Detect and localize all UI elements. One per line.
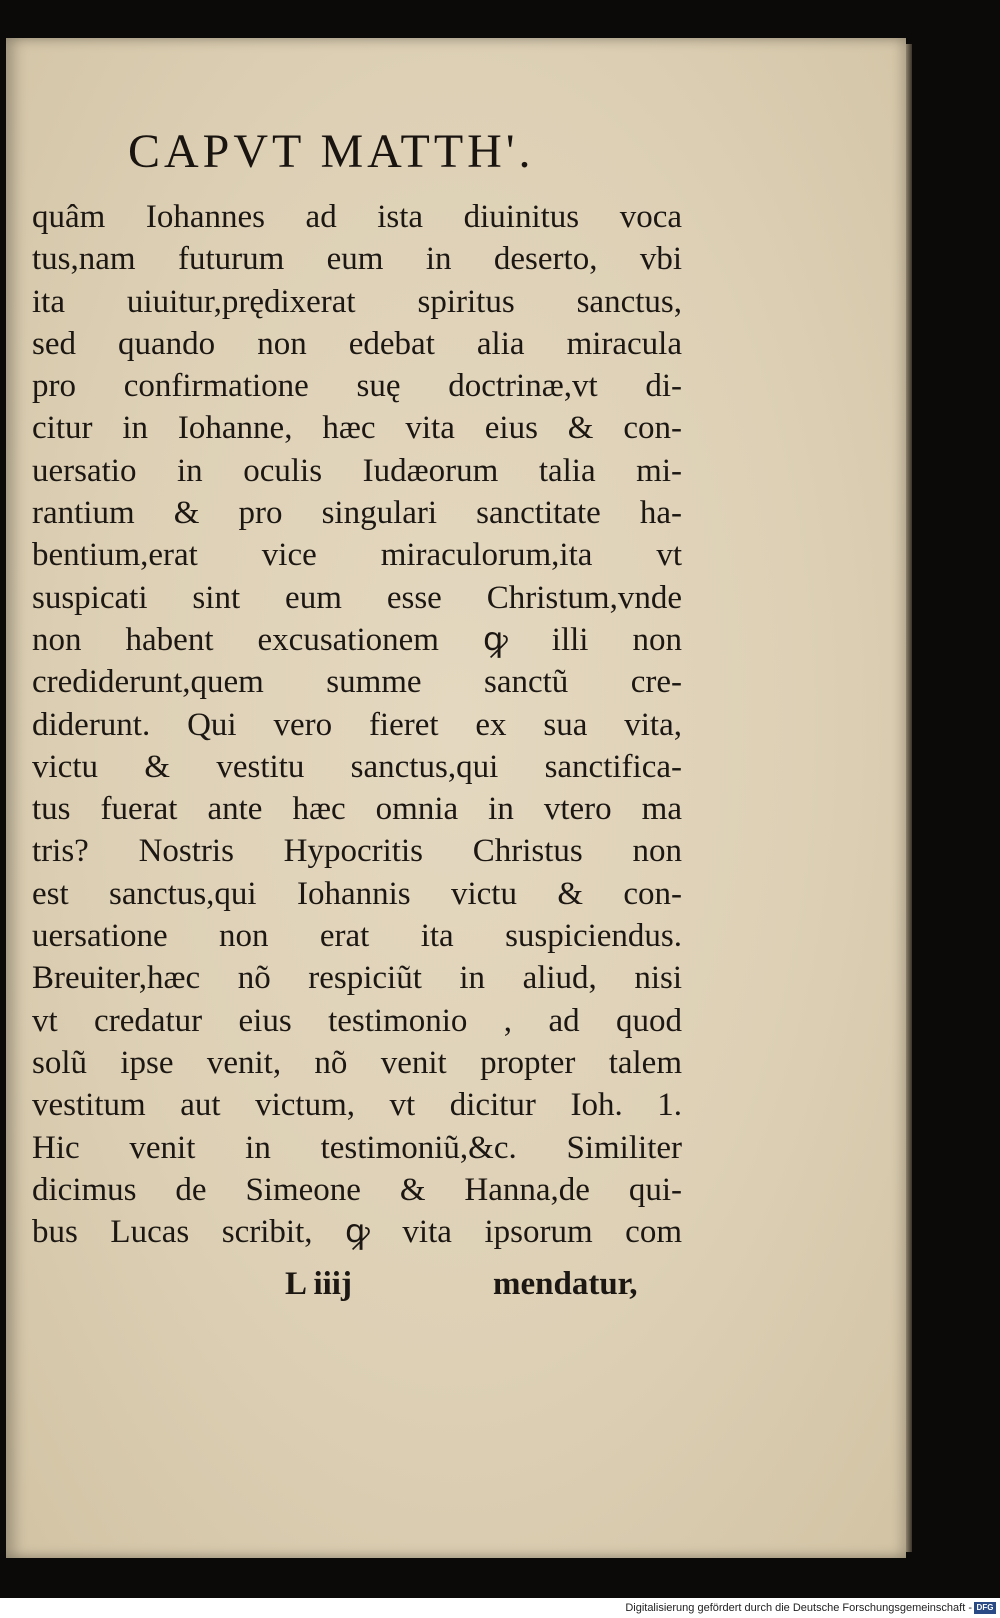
funding-credit: Digitalisierung gefördert durch die Deutsche Forschungsgemeinschaft - (625, 1602, 972, 1614)
text-line: uersatione non erat ita suspiciendus. (32, 918, 682, 955)
text-line: vt credatur eius testimonio , ad quod (32, 1002, 682, 1039)
text-line: rantium & pro singulari sanctitate ha- (32, 495, 682, 532)
text-line: victu & vestitu sanctus,qui sanctifica- (32, 748, 682, 785)
text-line: uersatio in oculis Iudæorum talia mi- (32, 452, 682, 489)
text-line: non habent excusationem ꝙ illi non (32, 621, 682, 658)
text-line: crediderunt,quem summe sanctũ cre- (32, 664, 682, 701)
text-line: Hic venit in testimoniũ,&c. Similiter (32, 1129, 682, 1166)
text-line: vestitum aut victum, vt dicitur Ioh. 1. (32, 1087, 682, 1124)
text-line: ita uiuitur,prędixerat spiritus sanctus, (32, 283, 682, 320)
catchword: mendatur, (493, 1266, 638, 1302)
text-line: diderunt. Qui vero fieret ex sua vita, (32, 706, 682, 743)
text-line: solũ ipse venit, nõ venit propter talem (32, 1044, 682, 1081)
text-block (32, 196, 682, 1253)
text-line: bus Lucas scribit, ꝙ vita ipsorum com (32, 1214, 682, 1251)
text-line: bentium,erat vice miraculorum,ita vt (32, 537, 682, 574)
running-head: CAPVT MATTH'. (128, 125, 535, 178)
text-line: quâm Iohannes ad ista diuinitus voca (32, 199, 682, 235)
text-line: Breuiter,hæc nõ respiciũt in aliud, nisi (32, 960, 682, 997)
text-line: sed quando non edebat alia miracula (32, 325, 682, 362)
page-edge (906, 44, 912, 1552)
text-line: dicimus de Simeone & Hanna,de qui- (32, 1171, 682, 1208)
signature-mark: L iiij (285, 1266, 352, 1302)
dfg-logo-icon: DFG (974, 1602, 996, 1614)
text-line: tus,nam futurum eum in deserto, vbi (32, 241, 682, 278)
text-line: tus fuerat ante hæc omnia in vtero ma (32, 791, 682, 828)
text-line: citur in Iohanne, hæc vita eius & con- (32, 410, 682, 447)
text-line: pro confirmatione suę doctrinæ,vt di- (32, 368, 682, 405)
text-line: tris? Nostris Hypocritis Christus non (32, 833, 682, 870)
text-line: est sanctus,qui Iohannis victu & con- (32, 875, 682, 912)
text-line: suspicati sint eum esse Christum,vnde (32, 579, 682, 616)
